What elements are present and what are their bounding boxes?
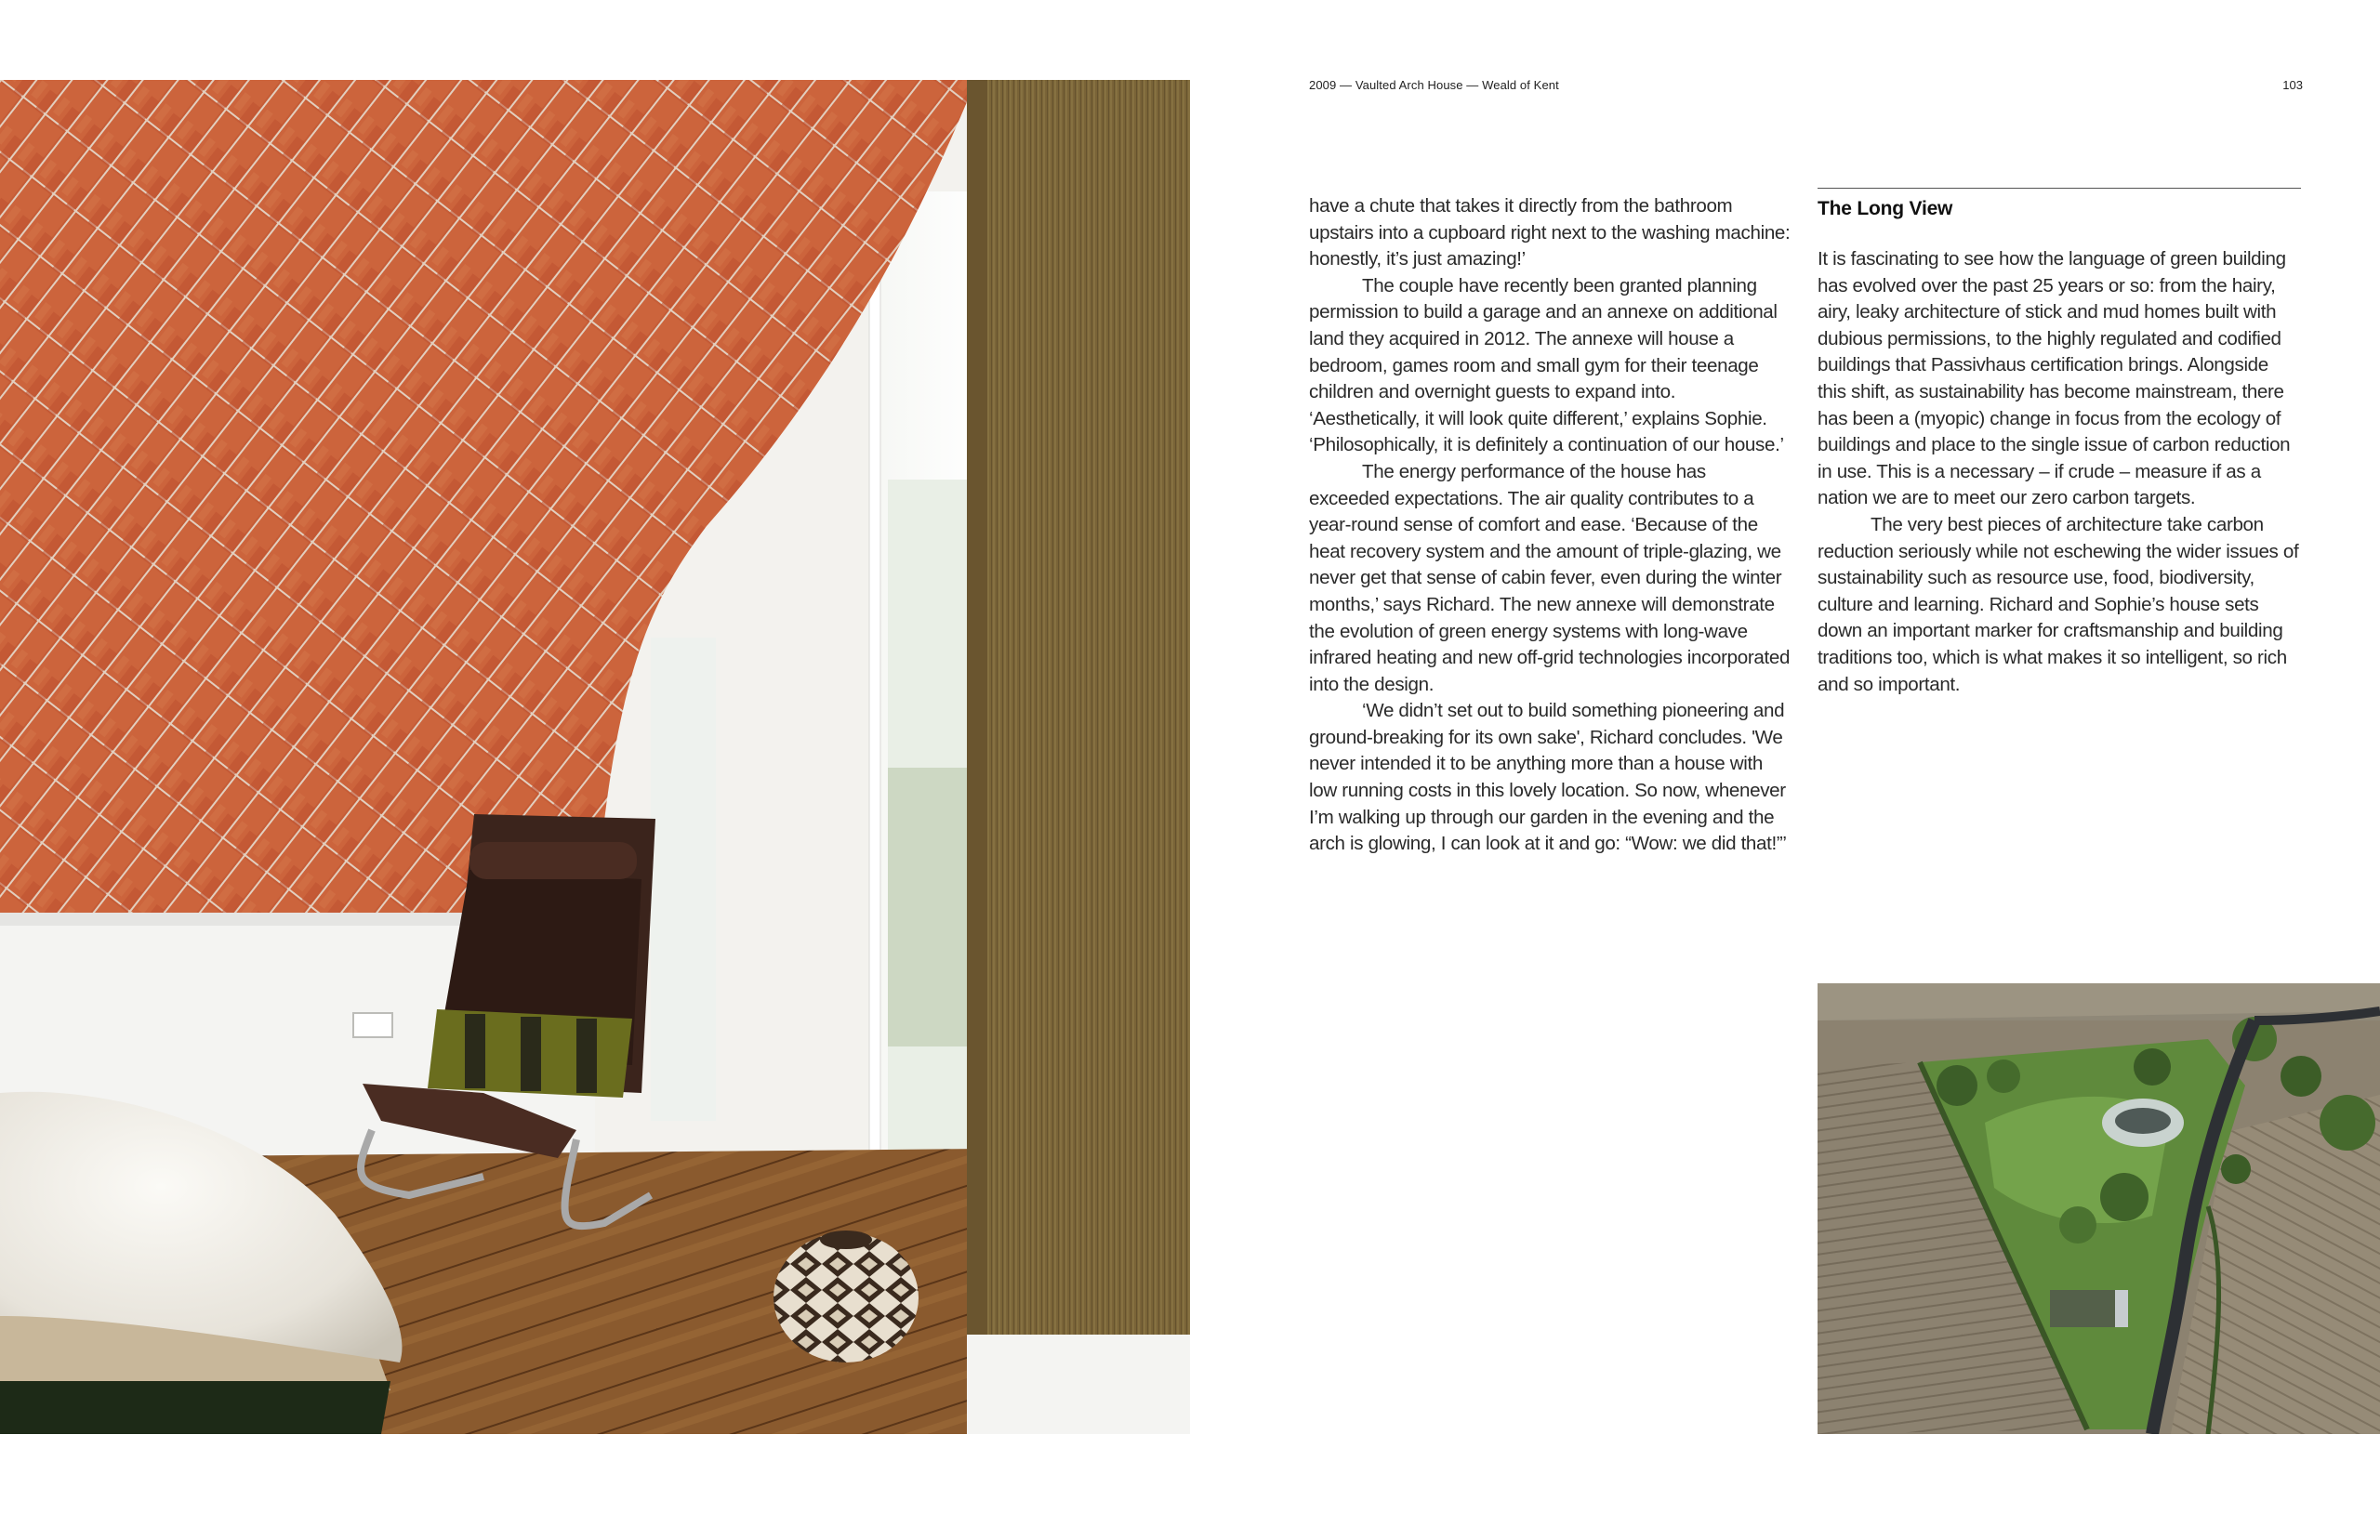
- running-head: 2009 — Vaulted Arch House — Weald of Kent: [1309, 78, 1559, 92]
- section-heading: The Long View: [1818, 198, 1953, 219]
- vaulted-bedroom-photo: [0, 80, 1190, 1434]
- page-number: 103: [2282, 78, 2303, 92]
- paragraph: have a chute that takes it directly from the bathroom upstairs into a cupboard right next to the washing machine: honestly, it’s just amazing!’: [1309, 195, 1791, 270]
- paragraph: The energy performance of the house has exceeded expectations. The air quality contributes to a year-round sense of comfort and ease. ‘Because of the heat recovery system and the amount of triple-glazing, we never get that sense of cabin fever, even during the winter months,’ says Richard. The new annexe will demonstrate the evolution of green energy systems with long-wave infrared heating and new off-grid technologies incorporated into the design.: [1309, 460, 1791, 695]
- body-column-right: [1818, 188, 2301, 698]
- aerial-site-photo: [1818, 983, 2380, 1434]
- paragraph: The very best pieces of architecture take carbon reduction seriously while not eschewing the wider issues of sustainability such as resource use, food, biodiversity, culture and learning. Richard and Sophie’s house sets down an important marker for craftsmanship and building traditions too, which is what makes it so intelligent, so rich and so important.: [1818, 513, 2299, 695]
- paragraph: ‘We didn’t set out to build something pioneering and ground-breaking for its own sake', Richard concludes. 'We never intended it to be anything more than a house with low running costs in this lovely location. So now, whenever I’m walking up through our garden in the evening and the arch is glowing, I can look at it and go: “Wow: we did that!”’: [1309, 700, 1787, 855]
- body-column-left: [1309, 193, 1791, 858]
- paragraph: The couple have recently been granted planning permission to build a garage and an annexe on additional land they acquired in 2012. The annexe will house a bedroom, games room and small gym for their teenage children and overnight guests to expand into. ‘Aesthetically, it will look quite different,’ explains Sophie. ‘Philosophically, it is definitely a continuation of our house.’: [1309, 274, 1784, 456]
- section-rule: [1818, 188, 2301, 189]
- paragraph: It is fascinating to see how the language of green building has evolved over the past 25 years or so: from the hairy, airy, leaky architecture of stick and mud homes built with dubious permissions, to the highly regulated and codified buildings that Passivhaus certification brings. Alongside this shift, as sustainability has become mainstream, there has been a (myopic) change in focus from the ecology of buildings and place to the single issue of carbon reduction in use. This is a necessary – if crude – measure if as a nation we are to meet our zero carbon targets.: [1818, 248, 2291, 509]
